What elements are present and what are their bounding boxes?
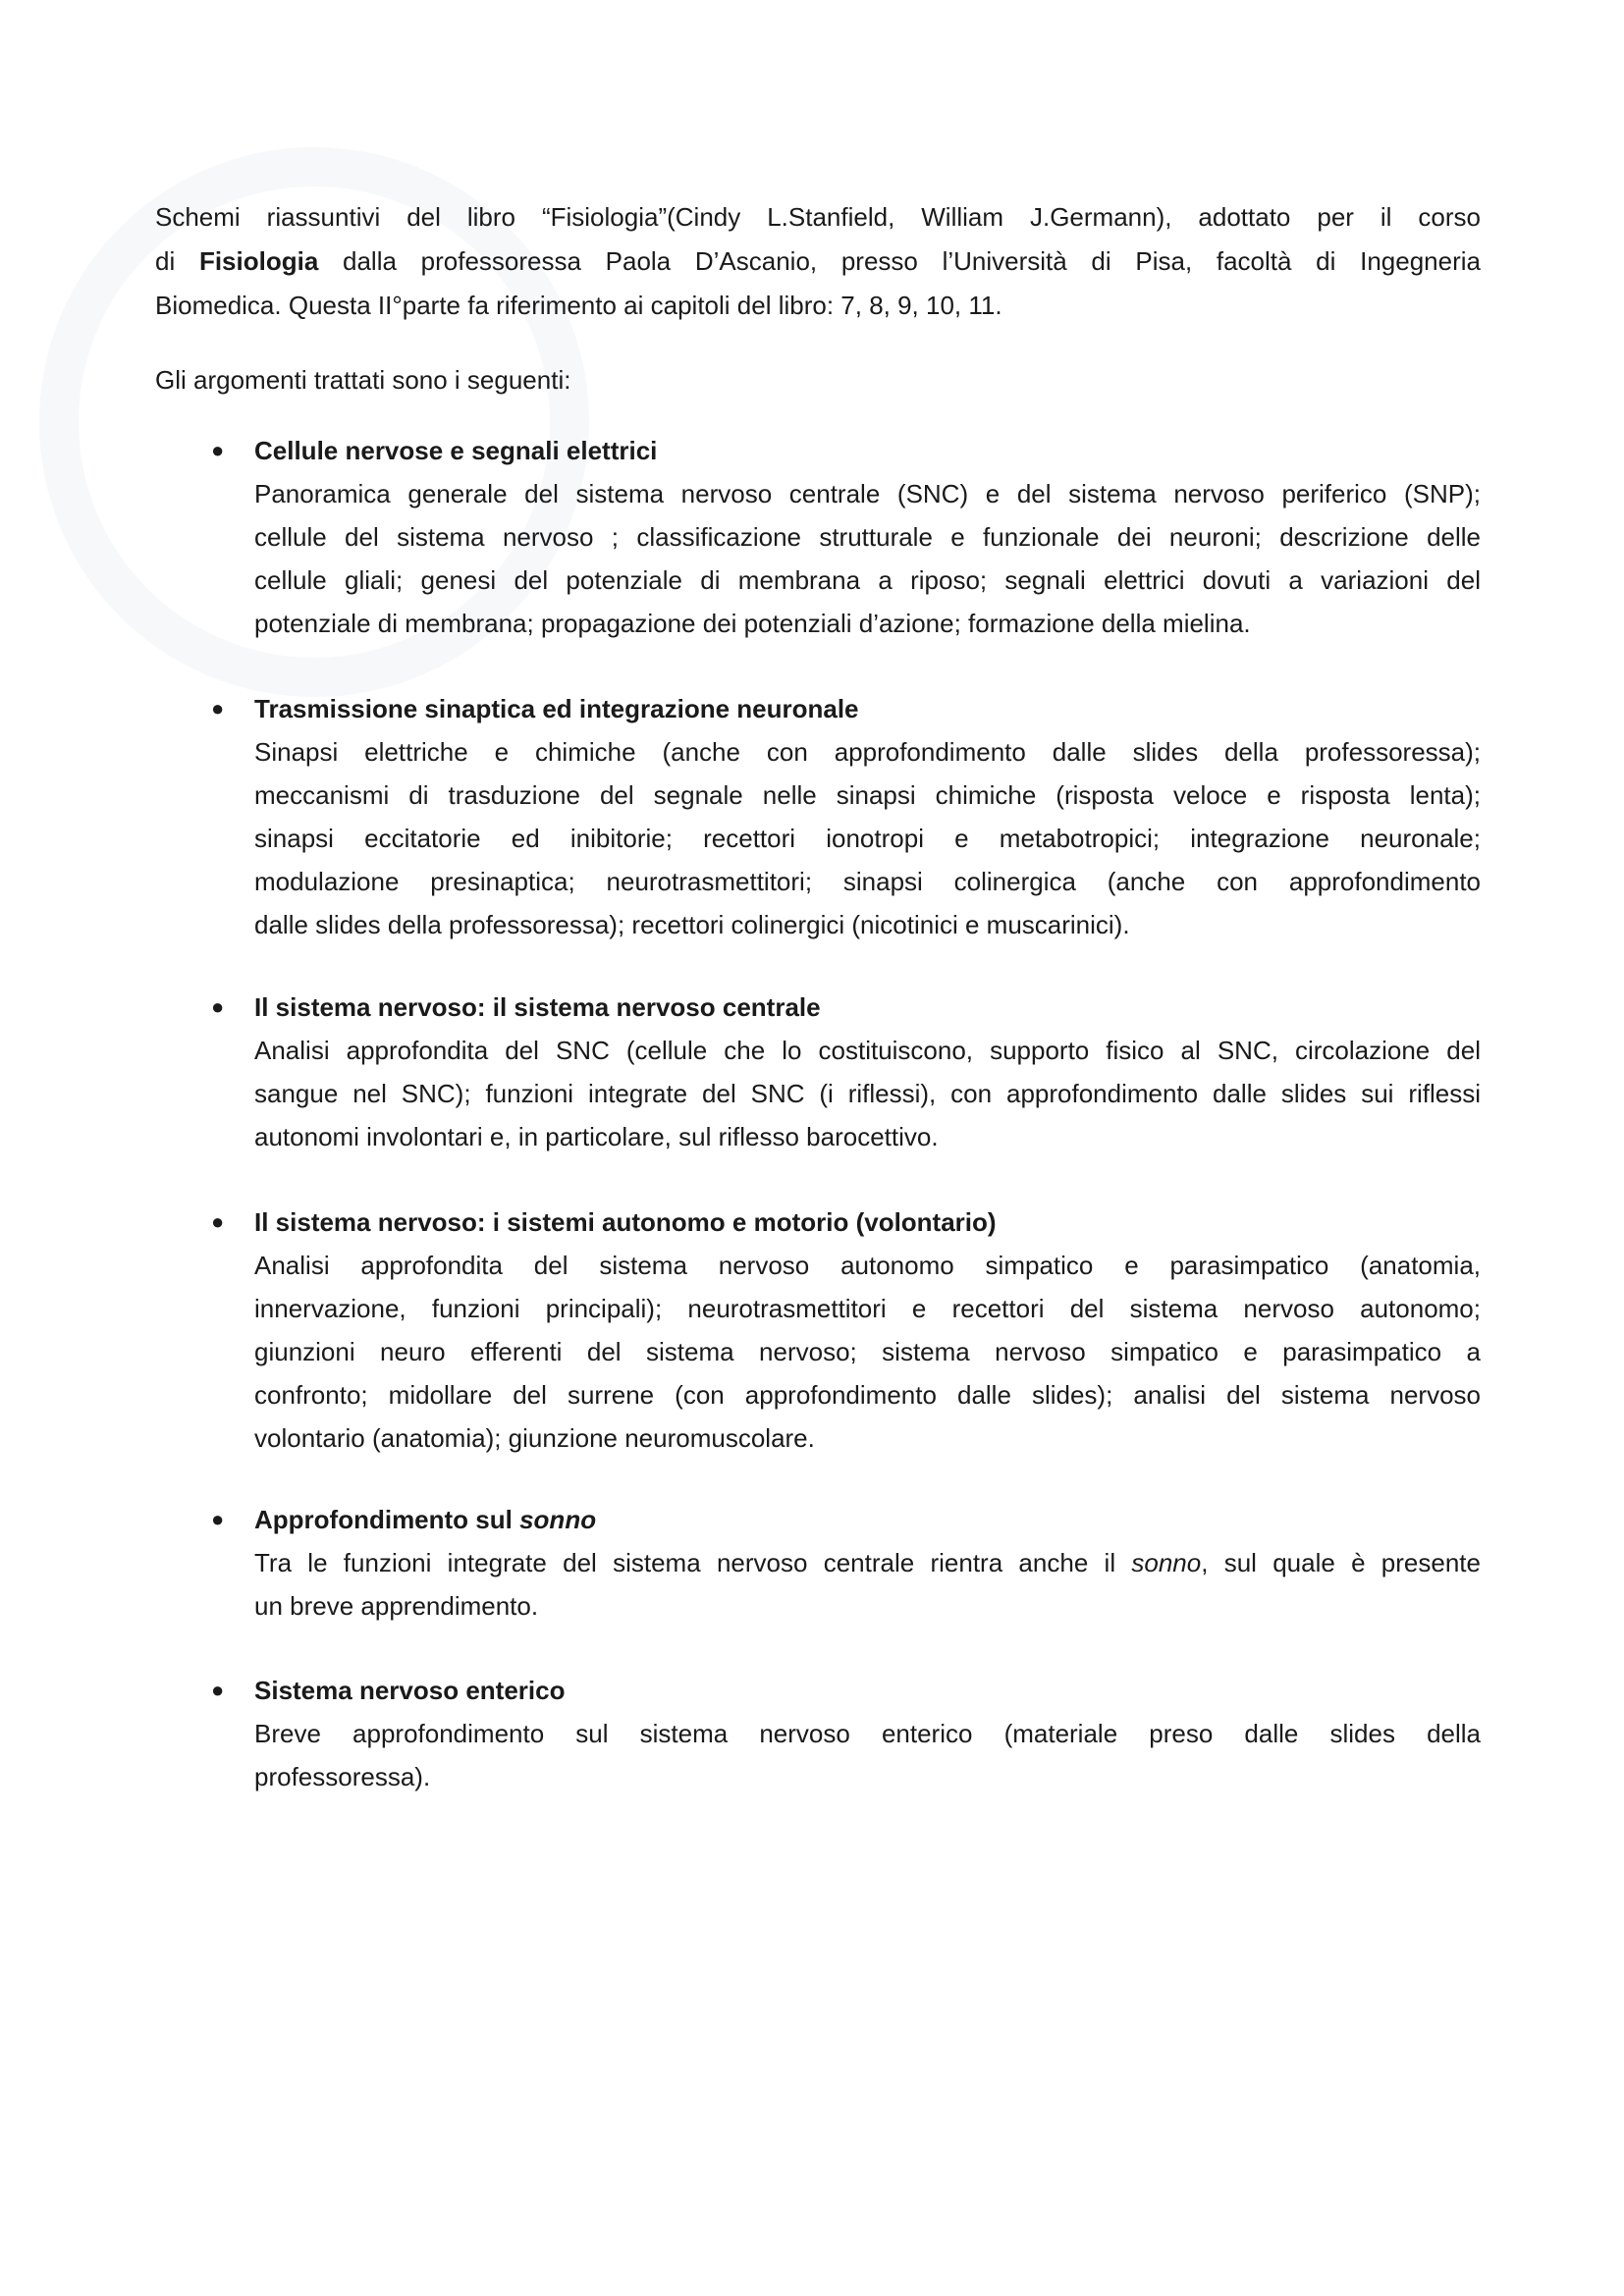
topic-title: Trasmissione sinaptica ed integrazione neuronale [254,694,859,723]
bullet-icon: ● [211,1209,225,1234]
topic-trasmissione-sinaptica [211,687,1481,946]
topic-line: Panoramica generale del sistema nervoso centrale (SNC) e del sistema nervoso periferico (SNP); [254,479,1481,508]
topic-line: innervazione, funzioni principali); neurotrasmettitori e recettori del sistema nervoso autonomo; [254,1294,1481,1323]
text: di [155,246,199,276]
topic-line: autonomi involontari e, in particolare, sul riflesso barocettivo. [254,1122,939,1151]
italic-text: sonno [1131,1548,1202,1577]
topic-line: cellule del sistema nervoso ; classificazione strutturale e funzionale dei neuroni; descrizione delle [254,522,1481,552]
topic-line: giunzioni neuro efferenti del sistema nervoso; sistema nervoso simpatico e parasimpatico a [254,1337,1481,1366]
topic-line: potenziale di membrana; propagazione dei potenziali d’azione; formazione della mielina. [254,609,1251,638]
topic-line: volontario (anatomia); giunzione neuromuscolare. [254,1423,815,1453]
topic-line: Sinapsi elettriche e chimiche (anche con approfondimento dalle slides della professoressa); [254,737,1481,767]
topic-snc [211,986,1481,1158]
topic-cellule-nervose [211,429,1481,645]
course-name-bold: Fisiologia [198,246,319,276]
topic-line: dalle slides della professoressa); recettori colinergici (nicotinici e muscarinici). [254,910,1130,939]
topic-line: un breve apprendimento. [254,1591,539,1621]
intro-line [155,240,1481,284]
topic-sonno [211,1498,1481,1628]
topic-line: cellule gliali; genesi del potenziale di membrana a riposo; segnali elettrici dovuti a variazioni del [254,565,1481,595]
topic-enterico [211,1669,1481,1798]
topic-line: modulazione presinaptica; neurotrasmettitori; sinapsi colinergica (anche con approfondimento [254,867,1481,896]
intro-paragraph [155,195,1481,328]
topic-line: Analisi approfondita del SNC (cellule che lo costituiscono, supporto fisico al SNC, circolazione del [254,1036,1481,1065]
topic-title: Sistema nervoso enterico [254,1676,566,1705]
intro-line: Biomedica. Questa II°parte fa riferimento ai capitoli del libro: 7, 8, 9, 10, 11. [155,291,1002,320]
text: Tra le funzioni integrate del sistema nervoso centrale rientra anche il [254,1548,1132,1577]
topic-title: Il sistema nervoso: i sistemi autonomo e motorio (volontario) [254,1207,997,1237]
topic-line: professoressa). [254,1762,431,1791]
topics-heading [155,358,1481,401]
topic-line: sinapsi eccitatorie ed inibitorie; recettori ionotropi e metabotropici; integrazione neuronale; [254,824,1481,853]
topic-title [254,1498,1481,1541]
italic-text: sonno [519,1505,597,1534]
text: Approfondimento sul [254,1505,520,1534]
bullet-icon: ● [211,438,225,462]
topic-line: confronto; midollare del surrene (con approfondimento dalle slides); analisi del sistema nervoso [254,1380,1481,1410]
topic-line: meccanismi di trasduzione del segnale nelle sinapsi chimiche (risposta veloce e risposta lenta); [254,780,1481,810]
topics-heading-text: Gli argomenti trattati sono i seguenti: [155,365,571,395]
bullet-icon: ● [211,1678,225,1702]
topic-autonomo-motorio [211,1201,1481,1460]
intro-line: Schemi riassuntivi del libro “Fisiologia”(Cindy L.Stanfield, William J.Germann), adottato per il corso [155,202,1481,232]
text: dalla professoressa Paola D’Ascanio, presso l’Università di Pisa, facoltà di Ingegneria [318,246,1481,276]
topic-line: Breve approfondimento sul sistema nervoso enterico (materiale preso dalle slides della [254,1719,1481,1748]
bullet-icon: ● [211,994,225,1019]
topic-line: sangue nel SNC); funzioni integrate del SNC (i riflessi), con approfondimento dalle slides sui riflessi [254,1079,1481,1108]
topic-title: Il sistema nervoso: il sistema nervoso centrale [254,992,821,1022]
text: , sul quale è presente [1201,1548,1481,1577]
bullet-icon: ● [211,1507,225,1531]
topic-line [254,1541,1481,1584]
topic-title: Cellule nervose e segnali elettrici [254,436,658,465]
topic-line: Analisi approfondita del sistema nervoso autonomo simpatico e parasimpatico (anatomia, [254,1251,1481,1280]
bullet-icon: ● [211,696,225,721]
